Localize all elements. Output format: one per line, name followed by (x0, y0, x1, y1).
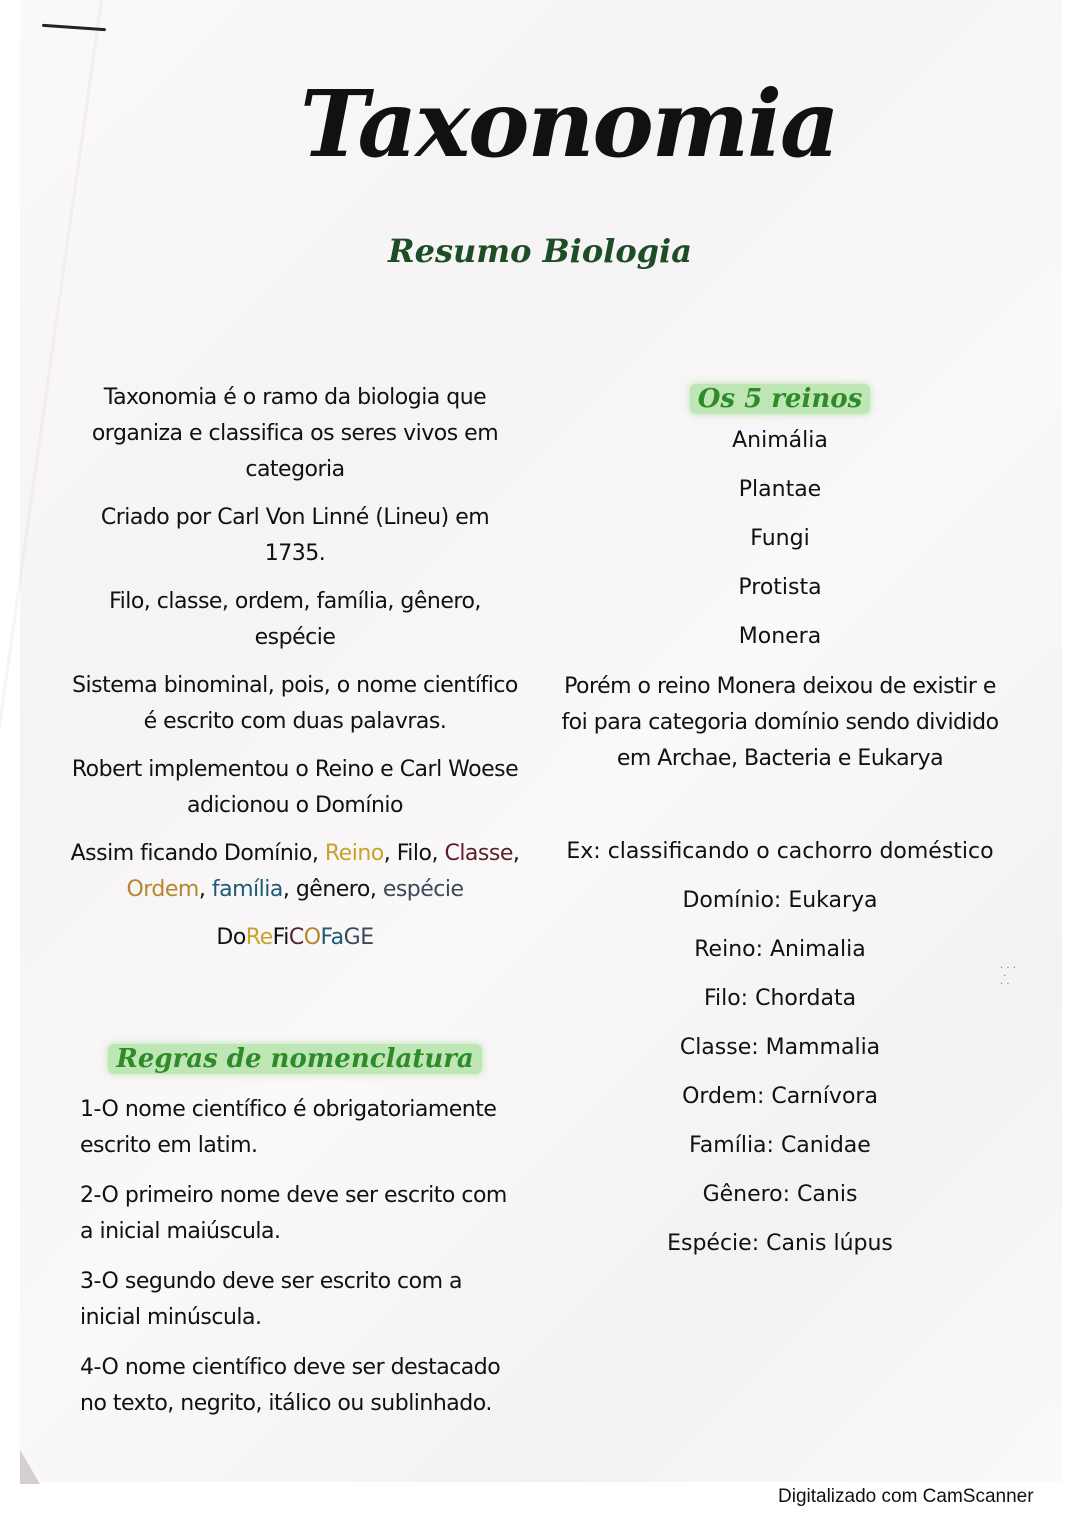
binominal-paragraph: Sistema binominal, pois, o nome científico é escrito com duas palavras. (72, 673, 518, 734)
rules-heading: Regras de nomenclatura (108, 1044, 482, 1074)
page-title: Taxonomia (300, 70, 838, 178)
rule-item: 4-O nome científico deve ser destacado no texto, negrito, itálico ou sublinhado. (80, 1355, 501, 1416)
kingdom-item: Plantae (738, 477, 822, 502)
creator-paragraph: Criado por Carl Von Linné (Lineu) em 1735. (100, 505, 490, 566)
rank-reino: Reino (324, 841, 384, 866)
rank-familia: família (211, 877, 283, 902)
rule-item: 2-O primeiro nome deve ser escrito com a inicial maiúscula. (80, 1183, 507, 1244)
page-corner-shadow (20, 1450, 40, 1484)
mnemonic-part: Fa (320, 925, 344, 950)
monera-note: Porém o reino Monera deixou de existir e foi para categoria domínio sendo dividido em Archae, Bacteria e Eukarya (561, 674, 999, 771)
left-column (70, 380, 520, 1436)
mnemonic-part: C (288, 925, 304, 950)
hierarchy-text: Assim ficando Domínio, (70, 841, 325, 866)
hierarchy-text: , (512, 841, 520, 866)
classification-item: Reino: Animalia (694, 937, 866, 962)
right-column (560, 380, 1000, 1276)
classification-item: Filo: Chordata (703, 986, 857, 1011)
rank-classe: Classe (444, 841, 513, 866)
rules-heading-wrap (70, 1044, 520, 1074)
ranks-paragraph: Filo, classe, ordem, família, gênero, espécie (109, 589, 481, 650)
kingdoms-heading: Os 5 reinos (690, 384, 870, 414)
rank-especie: espécie (382, 877, 464, 902)
rank-ordem: Ordem (126, 877, 199, 902)
mnemonic-part: Re (245, 925, 273, 950)
hierarchy-text: , gênero, (282, 877, 383, 902)
scanner-watermark: Digitalizado com CamScanner (778, 1486, 1034, 1507)
classification-item: Espécie: Canis lúpus (667, 1231, 893, 1256)
mnemonic-part: Do (216, 925, 246, 950)
hierarchy-text: , (198, 877, 212, 902)
kingdom-item: Monera (738, 624, 822, 649)
mnemonic-part: O (303, 925, 321, 950)
rule-item: 1-O nome científico é obrigatoriamente escrito em latim. (80, 1097, 497, 1158)
rule-item: 3-O segundo deve ser escrito com a inicial minúscula. (80, 1269, 462, 1330)
kingdom-item: Animália (732, 428, 828, 453)
classification-item: Gênero: Canis (702, 1182, 858, 1207)
classification-item: Domínio: Eukarya (682, 888, 878, 913)
hierarchy-paragraph (70, 836, 520, 908)
mnemonic-part: GE (343, 925, 374, 950)
definition-paragraph: Taxonomia é o ramo da biologia que organiza e classifica os seres vivos em categoria (91, 385, 499, 482)
classification-item: Família: Canidae (689, 1133, 871, 1158)
hierarchy-text: , Filo, (383, 841, 445, 866)
history-paragraph: Robert implementou o Reino e Carl Woese adicionou o Domínio (71, 757, 519, 818)
page-subtitle: Resumo Biologia (388, 232, 692, 270)
mnemonic (70, 920, 520, 956)
classification-item: Ordem: Carnívora (682, 1084, 878, 1109)
classification-item: Classe: Mammalia (679, 1035, 881, 1060)
kingdom-item: Fungi (750, 526, 810, 551)
mnemonic-part: Fi (272, 925, 289, 950)
kingdom-item: Protista (738, 575, 822, 600)
kingdoms-heading-wrap (560, 384, 1000, 414)
paper-speckles: · · · · · · (1000, 963, 1016, 990)
example-intro: Ex: classificando o cachorro doméstico (566, 839, 994, 864)
